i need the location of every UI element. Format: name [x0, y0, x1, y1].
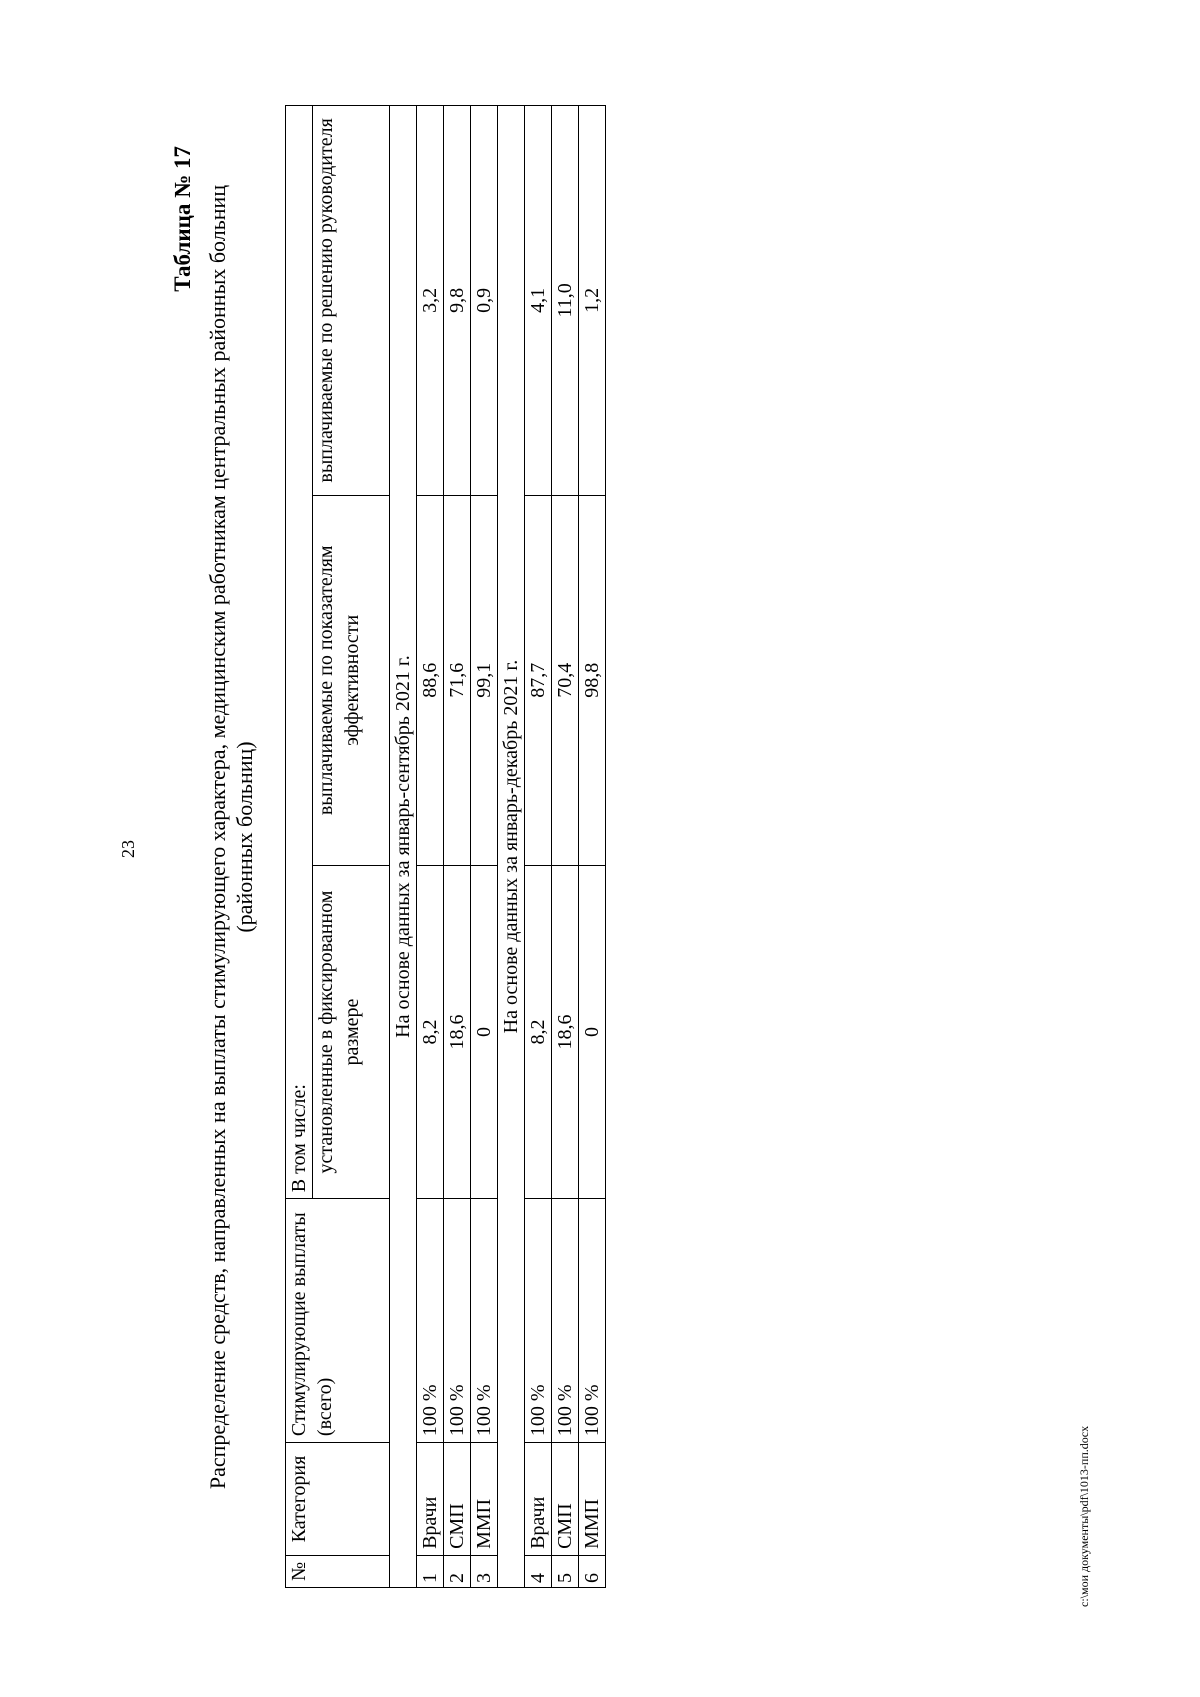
- cell-manager: 4,1: [525, 106, 552, 496]
- cell-no: 4: [525, 1555, 552, 1587]
- cell-no: 6: [579, 1555, 606, 1587]
- data-table: [285, 105, 606, 1588]
- section-row-2: [498, 106, 525, 1588]
- cell-fixed: 0: [471, 865, 498, 1198]
- cell-manager: 0,9: [471, 106, 498, 496]
- title-line-1: Распределение средств, направленных на выплаты стимулирующего характера, медицинским работникам центральных районных больниц: [205, 184, 230, 1490]
- cell-no: 3: [471, 1555, 498, 1587]
- cell-efficiency: 98,8: [579, 495, 606, 865]
- cell-category: Врачи: [417, 1443, 444, 1556]
- header-efficiency: выплачиваемые по показателям эффективности: [313, 495, 390, 865]
- table-row: [444, 106, 471, 1588]
- header-category: Категория: [286, 1443, 390, 1556]
- table-row: [525, 106, 552, 1588]
- page-number: 23: [118, 840, 138, 858]
- cell-fixed: 8,2: [525, 865, 552, 1198]
- cell-fixed: 0: [579, 865, 606, 1198]
- cell-fixed: 8,2: [417, 865, 444, 1198]
- section-label-2: На основе данных за январь-декабрь 2021 г.: [498, 106, 525, 1588]
- cell-total: 100 %: [417, 1199, 444, 1443]
- section-label-1: На основе данных за январь-сентябрь 2021 г.: [390, 106, 417, 1588]
- table-number: Таблица № 17: [170, 146, 195, 292]
- header-row: [286, 106, 313, 1588]
- cell-manager: 9,8: [444, 106, 471, 496]
- cell-total: 100 %: [525, 1199, 552, 1443]
- footer-file-path: c:\мои документы\pdf\1013-пп.docx: [1077, 1425, 1091, 1607]
- cell-fixed: 18,6: [552, 865, 579, 1198]
- cell-total: 100 %: [552, 1199, 579, 1443]
- header-no: №: [286, 1555, 390, 1587]
- section-row-1: [390, 106, 417, 1588]
- cell-total: 100 %: [444, 1199, 471, 1443]
- table-title: [204, 67, 258, 1607]
- header-total: Стимулирующие выплаты (всего): [286, 1199, 390, 1443]
- header-fixed: установленные в фиксированном размере: [313, 865, 390, 1198]
- cell-category: Врачи: [525, 1443, 552, 1556]
- cell-efficiency: 99,1: [471, 495, 498, 865]
- cell-manager: 3,2: [417, 106, 444, 496]
- cell-efficiency: 88,6: [417, 495, 444, 865]
- cell-efficiency: 71,6: [444, 495, 471, 865]
- cell-no: 5: [552, 1555, 579, 1587]
- cell-efficiency: 87,7: [525, 495, 552, 865]
- header-manager: выплачиваемые по решению руководителя: [313, 106, 390, 496]
- cell-total: 100 %: [579, 1199, 606, 1443]
- cell-category: СМП: [444, 1443, 471, 1556]
- table-row: [471, 106, 498, 1588]
- cell-category: СМП: [552, 1443, 579, 1556]
- cell-manager: 1,2: [579, 106, 606, 496]
- table-row: [552, 106, 579, 1588]
- cell-no: 1: [417, 1555, 444, 1587]
- cell-no: 2: [444, 1555, 471, 1587]
- table-row: [579, 106, 606, 1588]
- cell-category: ММП: [579, 1443, 606, 1556]
- cell-fixed: 18,6: [444, 865, 471, 1198]
- table-row: [417, 106, 444, 1588]
- header-including: В том числе:: [286, 106, 313, 1199]
- cell-efficiency: 70,4: [552, 495, 579, 865]
- title-line-2: (районных больниц): [232, 741, 257, 933]
- cell-category: ММП: [471, 1443, 498, 1556]
- cell-total: 100 %: [471, 1199, 498, 1443]
- cell-manager: 11,0: [552, 106, 579, 496]
